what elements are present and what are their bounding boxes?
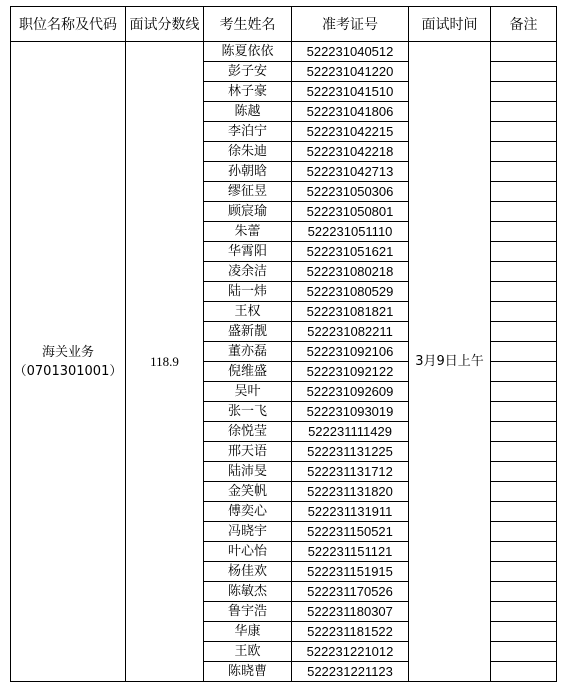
table-row xyxy=(11,42,557,62)
candidate-exam-id: 522231092122 xyxy=(292,362,409,382)
candidate-name: 徐朱迪 xyxy=(204,142,292,162)
candidate-name: 陆一炜 xyxy=(204,282,292,302)
header-position: 职位名称及代码 xyxy=(11,7,126,42)
candidate-exam-id: 522231042215 xyxy=(292,122,409,142)
candidate-name: 陈越 xyxy=(204,102,292,122)
candidate-name: 张一飞 xyxy=(204,402,292,422)
candidate-exam-id: 522231221123 xyxy=(292,662,409,682)
candidate-exam-id: 522231131820 xyxy=(292,482,409,502)
remarks-cell xyxy=(491,402,557,422)
candidate-name: 顾宸瑜 xyxy=(204,202,292,222)
remarks-cell xyxy=(491,302,557,322)
position-code: （0701301001） xyxy=(13,363,123,379)
remarks-cell xyxy=(491,42,557,62)
candidate-exam-id: 522231092609 xyxy=(292,382,409,402)
header-remarks: 备注 xyxy=(491,7,557,42)
remarks-cell xyxy=(491,82,557,102)
candidate-name: 华康 xyxy=(204,622,292,642)
remarks-cell xyxy=(491,622,557,642)
remarks-cell xyxy=(491,422,557,442)
candidate-name: 董亦磊 xyxy=(204,342,292,362)
remarks-cell xyxy=(491,502,557,522)
candidate-exam-id: 522231081821 xyxy=(292,302,409,322)
candidate-exam-id: 522231151915 xyxy=(292,562,409,582)
candidate-exam-id: 522231131911 xyxy=(292,502,409,522)
candidate-exam-id: 522231092106 xyxy=(292,342,409,362)
candidate-name: 林子豪 xyxy=(204,82,292,102)
remarks-cell xyxy=(491,542,557,562)
remarks-cell xyxy=(491,342,557,362)
candidate-exam-id: 522231050306 xyxy=(292,182,409,202)
remarks-cell xyxy=(491,642,557,662)
remarks-cell xyxy=(491,222,557,242)
candidate-name: 陈敏杰 xyxy=(204,582,292,602)
candidate-name: 叶心怡 xyxy=(204,542,292,562)
remarks-cell xyxy=(491,262,557,282)
remarks-cell xyxy=(491,162,557,182)
remarks-cell xyxy=(491,62,557,82)
interview-list-table xyxy=(10,6,557,682)
table-body xyxy=(11,42,557,682)
candidate-name: 吴叶 xyxy=(204,382,292,402)
remarks-cell xyxy=(491,442,557,462)
header-exam-id: 准考证号 xyxy=(292,7,409,42)
remarks-cell xyxy=(491,562,557,582)
candidate-exam-id: 522231041220 xyxy=(292,62,409,82)
candidate-name: 傅奕心 xyxy=(204,502,292,522)
remarks-cell xyxy=(491,602,557,622)
candidate-name: 陈夏依依 xyxy=(204,42,292,62)
position-name: 海关业务 xyxy=(41,344,94,360)
remarks-cell xyxy=(491,202,557,222)
remarks-cell xyxy=(491,362,557,382)
remarks-cell xyxy=(491,582,557,602)
candidate-name: 金笑帆 xyxy=(204,482,292,502)
candidate-name: 冯晓宇 xyxy=(204,522,292,542)
candidate-name: 王权 xyxy=(204,302,292,322)
remarks-cell xyxy=(491,102,557,122)
candidate-name: 凌余洁 xyxy=(204,262,292,282)
candidate-name: 朱蕾 xyxy=(204,222,292,242)
remarks-cell xyxy=(491,382,557,402)
remarks-cell xyxy=(491,462,557,482)
candidate-exam-id: 522231170526 xyxy=(292,582,409,602)
candidate-exam-id: 522231050801 xyxy=(292,202,409,222)
score-line-cell: 118.9 xyxy=(126,42,204,682)
header-score-line: 面试分数线 xyxy=(126,7,204,42)
candidate-name: 李泊宁 xyxy=(204,122,292,142)
remarks-cell xyxy=(491,122,557,142)
candidate-exam-id: 522231180307 xyxy=(292,602,409,622)
candidate-name: 盛新靓 xyxy=(204,322,292,342)
header-candidate-name: 考生姓名 xyxy=(204,7,292,42)
remarks-cell xyxy=(491,522,557,542)
candidate-exam-id: 522231080218 xyxy=(292,262,409,282)
candidate-exam-id: 522231093019 xyxy=(292,402,409,422)
candidate-name: 陆沛旻 xyxy=(204,462,292,482)
candidate-exam-id: 522231151121 xyxy=(292,542,409,562)
remarks-cell xyxy=(491,242,557,262)
candidate-exam-id: 522231150521 xyxy=(292,522,409,542)
candidate-name: 彭子安 xyxy=(204,62,292,82)
remarks-cell xyxy=(491,182,557,202)
candidate-name: 缪征昱 xyxy=(204,182,292,202)
candidate-name: 徐悦莹 xyxy=(204,422,292,442)
candidate-exam-id: 522231041806 xyxy=(292,102,409,122)
remarks-cell xyxy=(491,322,557,342)
candidate-name: 陈晓曹 xyxy=(204,662,292,682)
candidate-exam-id: 522231040512 xyxy=(292,42,409,62)
header-interview-time: 面试时间 xyxy=(409,7,491,42)
candidate-exam-id: 522231051110 xyxy=(292,222,409,242)
position-cell xyxy=(11,42,126,682)
candidate-name: 华霄阳 xyxy=(204,242,292,262)
remarks-cell xyxy=(491,282,557,302)
candidate-exam-id: 522231111429 xyxy=(292,422,409,442)
candidate-exam-id: 522231221012 xyxy=(292,642,409,662)
candidate-exam-id: 522231042713 xyxy=(292,162,409,182)
candidate-exam-id: 522231051621 xyxy=(292,242,409,262)
interview-time-cell: 3月9日上午 xyxy=(409,42,491,682)
candidate-name: 杨佳欢 xyxy=(204,562,292,582)
candidate-name: 鲁宇浩 xyxy=(204,602,292,622)
header-row xyxy=(11,7,557,42)
candidate-name: 倪维盛 xyxy=(204,362,292,382)
candidate-exam-id: 522231131712 xyxy=(292,462,409,482)
candidate-exam-id: 522231041510 xyxy=(292,82,409,102)
remarks-cell xyxy=(491,142,557,162)
remarks-cell xyxy=(491,662,557,682)
remarks-cell xyxy=(491,482,557,502)
candidate-name: 邢天语 xyxy=(204,442,292,462)
candidate-exam-id: 522231080529 xyxy=(292,282,409,302)
candidate-name: 王欧 xyxy=(204,642,292,662)
candidate-exam-id: 522231131225 xyxy=(292,442,409,462)
candidate-name: 孙朝晗 xyxy=(204,162,292,182)
candidate-exam-id: 522231082211 xyxy=(292,322,409,342)
candidate-exam-id: 522231181522 xyxy=(292,622,409,642)
candidate-exam-id: 522231042218 xyxy=(292,142,409,162)
